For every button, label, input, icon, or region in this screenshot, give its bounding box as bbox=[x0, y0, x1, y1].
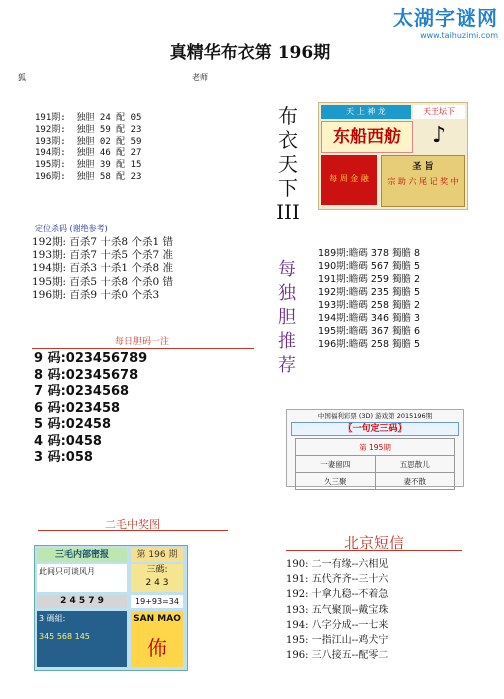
list-item: 9 码:023456789 bbox=[34, 351, 148, 366]
san-mao-glyph: 佈 bbox=[147, 636, 167, 660]
divider bbox=[38, 530, 228, 531]
scroll-text: 宗 助 六 尾 记 奖 中 bbox=[387, 177, 459, 186]
poster-group-title: 3 碼組: bbox=[39, 614, 66, 623]
list-item: 196期: 百杀9 十杀0 个杀3 bbox=[32, 288, 160, 301]
banner-top-right: 天王坛下 bbox=[413, 105, 465, 119]
ermao-title: 二毛中奖图 bbox=[105, 518, 160, 531]
imperial-scroll bbox=[381, 155, 465, 207]
single-dan-list bbox=[35, 113, 141, 184]
vertical-char: III bbox=[276, 200, 300, 224]
list-item: 4 码:0458 bbox=[34, 433, 102, 449]
ermao-poster bbox=[34, 545, 188, 671]
site-watermark bbox=[393, 2, 498, 40]
vertical-char: 推 bbox=[278, 331, 296, 352]
list-item: 191期:瞻碼 259 獨膽 2 bbox=[318, 274, 421, 285]
poster-header-right: 第 196 期 bbox=[131, 548, 183, 562]
vertical-heading-recommend bbox=[276, 258, 298, 378]
vertical-heading-buyi bbox=[276, 104, 300, 224]
vertical-char: 每 bbox=[278, 259, 296, 280]
kill-code-title: 定位杀码 (谢绝参考) bbox=[35, 224, 108, 233]
watermark-name: 太湖字谜网 bbox=[393, 6, 498, 30]
table-cell: 五思散儿 bbox=[375, 456, 455, 473]
list-item: 195期:瞻碼 367 獨膽 6 bbox=[318, 326, 421, 337]
list-item: 194期: 独胆 46 配 27 bbox=[35, 148, 142, 159]
signature-icon: ♪ bbox=[431, 123, 447, 148]
list-item: 195: 一指江山--鸡犬宁 bbox=[286, 635, 389, 647]
banner-main-text: 东船西舫 bbox=[321, 121, 413, 153]
banner-red-block bbox=[321, 155, 377, 205]
teacher-label: 老师 bbox=[192, 73, 208, 82]
list-item: 196期: 独胆 58 配 23 bbox=[35, 171, 142, 182]
list-item: 195期: 百杀5 十杀8 个杀0 错 bbox=[32, 275, 173, 288]
list-item: 192期: 独胆 59 配 23 bbox=[35, 124, 142, 135]
lottery-banner: 〖一句定三码〗 bbox=[291, 422, 459, 436]
beijing-sms-list bbox=[286, 557, 388, 663]
list-item: 193: 五气聚顶--戴宝珠 bbox=[286, 604, 389, 616]
beijing-sms-title: 北京短信 bbox=[343, 534, 404, 552]
list-item: 195期: 独胆 39 配 15 bbox=[35, 160, 142, 171]
daily-code-title: 每日胆码一注 bbox=[114, 337, 169, 347]
list-item: 192期: 百杀7 十杀8 个杀1 错 bbox=[32, 236, 173, 248]
list-item: 190期:瞻碼 567 獨膽 5 bbox=[318, 261, 421, 272]
vertical-char: 下 bbox=[278, 176, 298, 200]
banner-top-left: 天 上 神 龙 bbox=[321, 105, 411, 119]
table-row bbox=[296, 439, 455, 456]
list-item: 5 码:02458 bbox=[34, 417, 111, 432]
poster-code-right: 三碼: 2 4 3 bbox=[131, 564, 183, 592]
table-cell: 妻不散 bbox=[375, 473, 455, 490]
list-item: 8 码:02345678 bbox=[34, 367, 139, 383]
list-item: 6 码:023458 bbox=[34, 400, 121, 416]
poster-group-numbers: 345 568 145 bbox=[39, 632, 90, 641]
divider bbox=[32, 348, 254, 349]
lottery-riddle-card bbox=[286, 409, 464, 487]
vertical-char: 胆 bbox=[278, 307, 296, 328]
list-item: 192: 十拿九稳--不着急 bbox=[286, 589, 389, 601]
scroll-heading: 圣 旨 bbox=[412, 162, 434, 172]
list-item: 7 码:0234568 bbox=[34, 384, 130, 399]
table-cell: 一妻留四 bbox=[296, 456, 376, 473]
list-item: 196期:瞻碼 258 獨膽 5 bbox=[318, 339, 421, 350]
recommend-list bbox=[318, 247, 420, 351]
divider bbox=[286, 550, 462, 551]
watermark-url: www.taihuzimi.com bbox=[420, 31, 498, 40]
table-cell: 久三聚 bbox=[296, 473, 376, 490]
table-row bbox=[296, 473, 455, 490]
promo-banner bbox=[318, 102, 468, 210]
vertical-char: 独 bbox=[278, 283, 296, 304]
list-item: 193期: 百杀7 十杀5 个杀7 准 bbox=[32, 249, 173, 262]
list-item: 191期: 独胆 24 配 05 bbox=[35, 113, 142, 123]
list-item: 194期: 百杀3 十杀1 个杀8 准 bbox=[32, 262, 173, 275]
banner-red-text: 每 周 金 融 bbox=[329, 174, 369, 183]
san-mao-label: SAN MAO bbox=[133, 614, 181, 624]
poster-header-left: 三毛内部密报 bbox=[37, 548, 127, 562]
list-item: 193期:瞻碼 258 獨膽 2 bbox=[318, 300, 421, 311]
lottery-table bbox=[295, 438, 455, 490]
list-item: 193期: 独胆 02 配 59 bbox=[35, 136, 142, 147]
vertical-char: 天 bbox=[278, 152, 298, 176]
daily-code-list bbox=[34, 351, 147, 467]
vertical-char: 布 bbox=[278, 104, 298, 128]
list-item: 189期:瞻碼 378 獨膽 8 bbox=[318, 248, 421, 259]
list-item: 194: 八字分成--一七来 bbox=[286, 619, 389, 631]
san-mao-panel bbox=[131, 611, 183, 667]
corner-mark: 狐 bbox=[18, 73, 26, 82]
kill-code-list bbox=[32, 236, 173, 302]
list-item: 194期:瞻碼 346 獨膽 3 bbox=[318, 313, 421, 324]
table-row bbox=[296, 456, 455, 473]
list-item: 191: 五代齐齐--三十六 bbox=[286, 574, 389, 586]
poster-number-strip: 2 4 5 7 9 bbox=[37, 595, 127, 608]
list-item: 196: 三八接五--配零二 bbox=[286, 650, 389, 662]
poster-code-left: 此间只可谈风月 bbox=[37, 564, 127, 592]
page-title: 真精华布衣第 196期 bbox=[169, 43, 331, 63]
list-item: 3 码:058 bbox=[34, 450, 93, 465]
list-item: 190: 二一有缘--六相见 bbox=[286, 559, 389, 570]
vertical-char: 衣 bbox=[278, 128, 298, 152]
lottery-header: 中国福利彩票 (3D) 游戏第 2015196期 bbox=[317, 412, 433, 420]
list-item: 192期:瞻碼 235 獨膽 5 bbox=[318, 287, 421, 298]
lottery-period: 第 195期 bbox=[296, 439, 455, 456]
poster-code-group bbox=[37, 611, 127, 667]
poster-equation: 19+93=34 bbox=[131, 595, 183, 608]
vertical-char: 荐 bbox=[278, 355, 296, 376]
